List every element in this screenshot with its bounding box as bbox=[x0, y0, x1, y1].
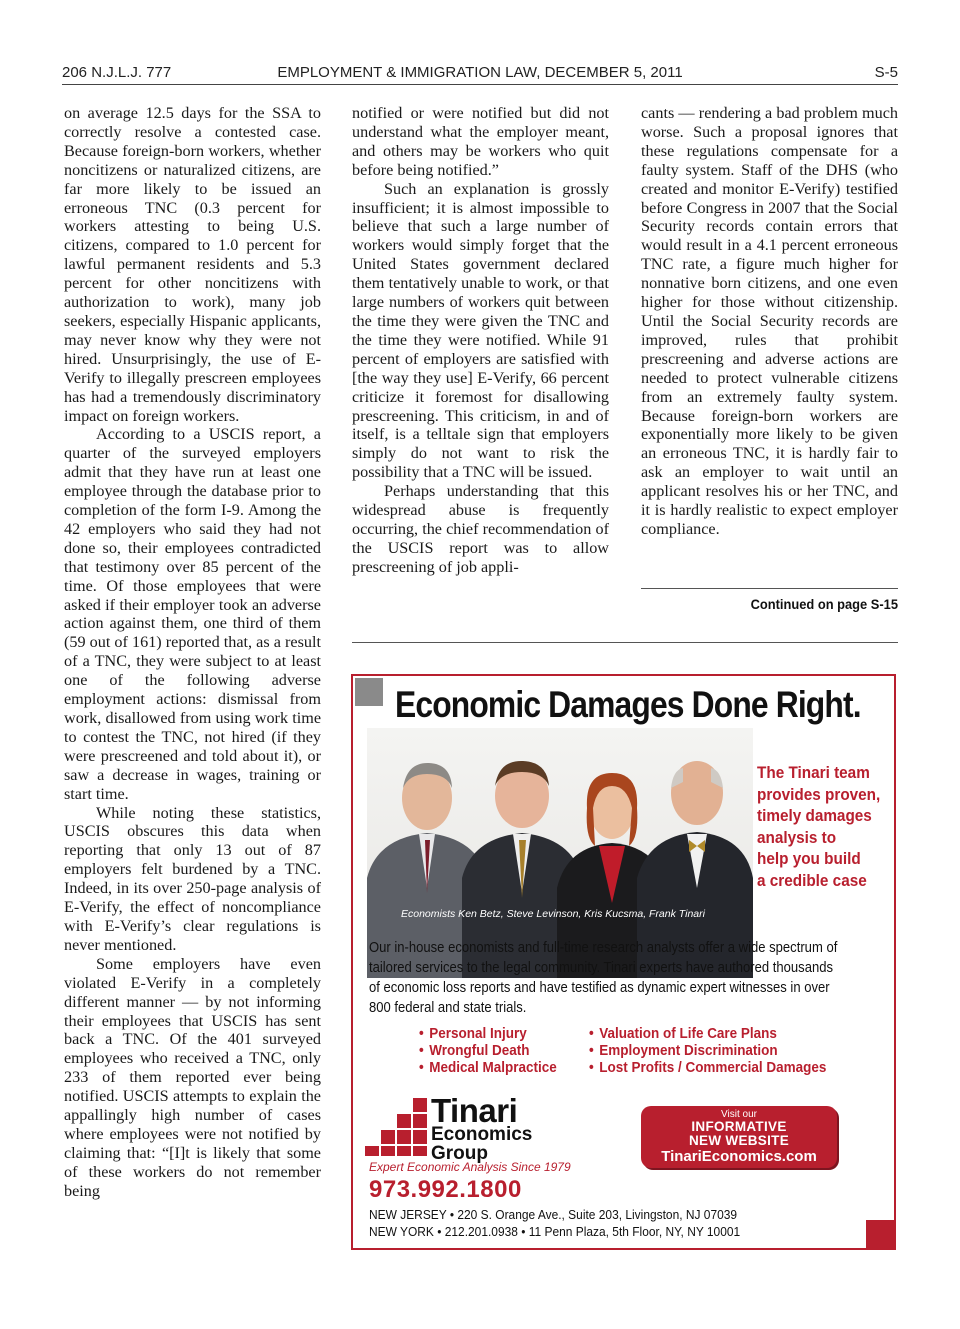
continued-link[interactable]: Continued on page S-15 bbox=[750, 596, 898, 612]
corner-block bbox=[866, 1220, 894, 1248]
article-column-3 bbox=[641, 104, 898, 539]
tagline-line: a credible case bbox=[757, 870, 867, 890]
phone-number: 973.992.1800 bbox=[369, 1176, 522, 1203]
paragraph: According to a USCIS report, a quarter of the surveyed employers admit that they have run at least one employee through the database prior to completion of the form I-9. Among the 42 employers who said they had not done so, their employees contradicted that testimony over 85 percent of the time. Of those employees that were asked if their employer took an adverse action against them, one third of them (59 out of 161) reported that, as a result of a TNC, they were subject to at least one of the following adverse employment actions: dismissal from work, disallowed from using work time to contest the TNC, not hired (if they were prescreened and told about it), or saw a decrease in wages, training or start time. bbox=[64, 425, 321, 803]
website-line1: INFORMATIVE bbox=[691, 1119, 787, 1134]
tagline-line: help you build bbox=[757, 849, 861, 868]
service-item: • Valuation of Life Care Plans bbox=[589, 1026, 777, 1042]
divider bbox=[641, 588, 898, 589]
service-item: • Employment Discrimination bbox=[589, 1043, 778, 1059]
website-url[interactable]: TinariEconomics.com bbox=[661, 1148, 817, 1165]
ad-body-line: tailored services to the legal community. Tinari experts have authored thousands bbox=[369, 960, 834, 976]
service-item: • Medical Malpractice bbox=[419, 1060, 557, 1076]
addresses bbox=[369, 1206, 740, 1240]
paragraph: Some employers have even violated E-Verify in a completely different manner — by not informing their employees that USCIS has sent back a TNC. Of the 401 surveyed employees who received a TNC, only 233 of them reported ever being notified. USCIS attempts to explain the appallingly high number of cases where employees were not notified by claiming that: “[I]t is likely that some of these workers do not remember being bbox=[64, 954, 321, 1200]
paragraph: notified or were notified but did not understand what the employer meant, and others may be workers who quit before being notified.” bbox=[352, 104, 609, 179]
tagline-line: The Tinari team bbox=[757, 763, 870, 782]
section-title: EMPLOYMENT & IMMIGRATION LAW, DECEMBER 5, 2011 bbox=[277, 64, 683, 81]
paragraph: Such an explanation is grossly insufficient; it is almost impossible to believe that such a large number of workers would simply forget that the United States government declared them tentatively unable to work, or that large numbers of workers quit between the time they were given the TNC and the time they were notified. While 91 percent of employers are satisfied with [the way they use] E-Verify, 66 percent criticize it foremost for disallowing prescreening. This criticism, in and of itself, is a telltale sign that employers simply do not want to risk the possibility that a TNC will be issued. bbox=[352, 179, 609, 482]
website-badge[interactable] bbox=[641, 1106, 837, 1168]
paragraph: on average 12.5 days for the SSA to correctly resolve a contested case. Because foreign-born workers, whether noncitizens or naturalized citizens, are far more likely to be issued an erroneous TNC (0.3 percent for workers attesting to being U.S. citizens, compared to 1.0 percent for lawful permanent residents and 5.3 percent for other noncitizens with authorization to work), many job seekers, especially Hispanic applicants, may never know why they were not hired. Unsurprisingly, the use of E-Verify to illegally prescreen employees has had a tremendously discriminatory impact on foreign workers. bbox=[64, 104, 321, 425]
tagline-line: timely damages bbox=[757, 806, 872, 825]
page-number: S-5 bbox=[874, 64, 898, 81]
website-line2: NEW WEBSITE bbox=[688, 1133, 790, 1148]
ad-body bbox=[369, 938, 837, 1018]
bullet-icon: • bbox=[419, 1043, 424, 1059]
ad-body-line: of economic loss reports and have testified as dynamic expert witnesses in over bbox=[369, 980, 830, 996]
photo-caption: Economists Ken Betz, Steve Levinson, Kris Kucsma, Frank Tinari bbox=[401, 908, 705, 920]
website-visit: Visit our bbox=[721, 1109, 757, 1120]
bullet-icon: • bbox=[589, 1026, 594, 1042]
ad-headline: Economic Damages Done Right. bbox=[395, 684, 861, 725]
service-item: • Lost Profits / Commercial Damages bbox=[589, 1060, 827, 1076]
ad-body-line: 800 federal and state trials. bbox=[369, 1000, 527, 1016]
service-item: • Wrongful Death bbox=[419, 1043, 530, 1059]
bullet-icon: • bbox=[419, 1026, 424, 1042]
running-header bbox=[62, 62, 898, 85]
service-item: • Personal Injury bbox=[419, 1026, 527, 1042]
ad-tagline bbox=[757, 762, 881, 891]
bullet-icon: • bbox=[589, 1043, 594, 1059]
address-nj: NEW JERSEY • 220 S. Orange Ave., Suite 203, Livingston, NJ 07039 bbox=[369, 1207, 738, 1222]
citation: 206 N.J.L.J. 777 bbox=[62, 64, 172, 81]
bullet-icon: • bbox=[419, 1060, 424, 1076]
paragraph: While noting these statistics, USCIS obscures this data when reporting that only 13 out of 87 employers felt burdened by a TNC. Indeed, in its over 250-page analysis of E-Verify, the effect of noncompliance with E-Verify’s clear regulations is never mentioned. bbox=[64, 803, 321, 954]
tagline-line: analysis to bbox=[757, 827, 837, 847]
corner-block bbox=[355, 678, 383, 706]
divider bbox=[352, 642, 898, 643]
advertisement bbox=[351, 674, 896, 1250]
tinari-logo-icon bbox=[371, 1096, 431, 1156]
address-ny: NEW YORK • 212.201.0938 • 11 Penn Plaza, 5th Floor, NY, NY 10001 bbox=[369, 1224, 741, 1239]
bullet-icon: • bbox=[589, 1060, 594, 1076]
services-list-left bbox=[419, 1026, 557, 1077]
tagline-line: provides proven, bbox=[757, 784, 881, 804]
paragraph: cants — rendering a bad problem much worse. Such a proposal ignores that these regulations compensate for a faulty system. Staff of the DHS (who created and monitor E-Verify) testified before Congress in 2007 that the Social Security records contain errors that would result in a 4.1 percent erroneous TNC rate, a figure much higher for nonnative born citizens, and one even higher for those without citizenship. Until the Social Security records are improved, rules that prohibit prescreening and adverse actions are needed to protect vulnerable citizens from an extremely faulty system. Because foreign-born workers are exponentially more likely to be given an erroneous TNC, it is hardly fair to ask an employer to wait until an applicant resolves his or her TNC, and it is hardly realistic to expect employer compliance. bbox=[641, 104, 898, 538]
company-logo-text: Tinari Economics Group bbox=[431, 1092, 533, 1164]
ad-body-line: Our in-house economists and full-time research analysts offer a wide spectrum of bbox=[369, 940, 838, 956]
paragraph: Perhaps understanding that this widespread abuse is frequently occurring, the chief recommendation of the USCIS report was to allow prescreening of job appli- bbox=[352, 482, 609, 576]
services-list-right bbox=[589, 1026, 826, 1077]
logo-subtitle: Expert Economic Analysis Since 1979 bbox=[369, 1160, 571, 1174]
article-column-2 bbox=[352, 104, 609, 577]
article-column-1 bbox=[64, 104, 321, 1201]
